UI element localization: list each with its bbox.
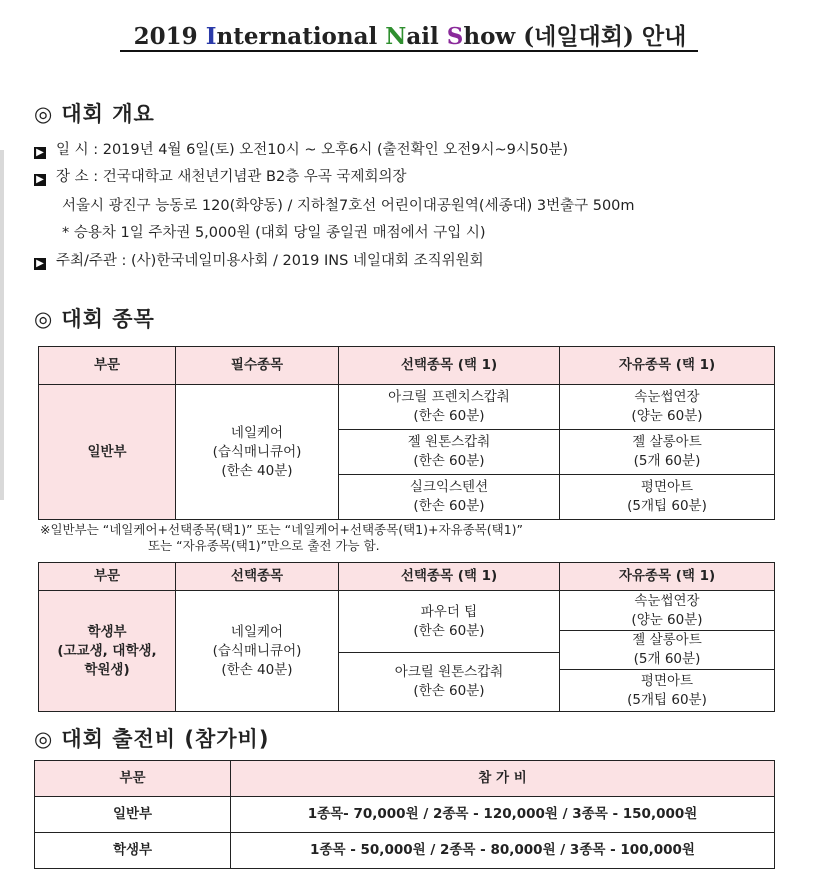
division-name: 학생부 — [87, 623, 127, 640]
title-suffix: (네일대회) 안내 — [523, 23, 687, 50]
arrow-bullet-icon: ▶ — [34, 174, 46, 186]
overview-venue-text: 장 소 : 건국대학교 새천년기념관 B2층 우곡 국제회의장 — [56, 169, 407, 185]
event-time: (5개 60분) — [633, 651, 701, 667]
general-division-table — [38, 346, 775, 520]
note-line: ※일반부는 “네일케어+선택종목(택1)” 또는 “네일케어+선택종목(택1)+자유종목(택1)” — [40, 522, 524, 537]
event-time: (한손 60분) — [413, 498, 485, 514]
note-line: 또는 “자유종목(택1)”만으로 출전 가능 함. — [148, 538, 380, 553]
student-division-table — [38, 562, 775, 712]
header-cell: 선택종목 (택 1) — [339, 347, 560, 385]
event-time: (한손 40분) — [221, 661, 293, 678]
section-title: 대회 출전비 (참가비) — [61, 727, 270, 751]
header-cell: 부문 — [35, 761, 231, 797]
circle-mark-icon: ◎ — [34, 727, 54, 751]
select-event-cell — [339, 653, 560, 712]
event-time: (양눈 60분) — [631, 408, 703, 424]
event-time: (한손 60분) — [413, 408, 485, 424]
event-time: (5개팁 60분) — [627, 498, 707, 514]
fee-amount-cell: 1종목 - 50,000원 / 2종목 - 80,000원 / 3종목 - 100,000원 — [231, 833, 775, 869]
event-name: 파우더 팁 — [420, 603, 478, 620]
section-heading-overview — [34, 98, 155, 128]
title-word-show: how — [463, 23, 516, 50]
circle-mark-icon: ◎ — [34, 307, 54, 331]
header-cell: 자유종목 (택 1) — [560, 347, 775, 385]
arrow-bullet-icon: ▶ — [34, 147, 46, 159]
select-event-cell — [339, 475, 560, 520]
event-time: (한손 40분) — [221, 462, 293, 479]
fee-division-cell: 학생부 — [35, 833, 231, 869]
required-event-cell — [176, 385, 339, 520]
overview-parking: * 승용차 1일 주차권 5,000원 (대회 당일 종일권 매점에서 구입 시) — [62, 225, 486, 241]
fee-table — [34, 760, 775, 869]
free-event-cell — [560, 670, 775, 712]
division-detail: 학원생) — [84, 661, 130, 678]
select-event-cell — [339, 591, 560, 653]
event-time: (한손 60분) — [413, 622, 485, 639]
event-name: 젤 원톤스캅춰 — [407, 434, 491, 450]
event-name: 평면아트 — [640, 672, 694, 689]
overview-host-text: 주최/주관 : (사)한국네일미용사회 / 2019 INS 네일대회 조직위원회 — [56, 253, 484, 269]
event-name: 속눈썹연장 — [634, 389, 700, 405]
title-initial-n: N — [385, 23, 407, 50]
event-name: 젤 살롱아트 — [632, 434, 702, 450]
section-title: 대회 개요 — [61, 102, 155, 126]
event-name: 속눈썹연장 — [634, 592, 700, 609]
event-name: 아크릴 원톤스캅춰 — [394, 664, 504, 680]
section-title: 대회 종목 — [61, 307, 155, 331]
free-event-cell — [560, 631, 775, 670]
select-event-cell — [339, 430, 560, 475]
header-cell: 자유종목 (택 1) — [560, 563, 775, 591]
title-initial-s: S — [446, 23, 464, 50]
select-event-cell — [339, 385, 560, 430]
section-heading-events — [34, 303, 155, 333]
free-event-cell — [560, 430, 775, 475]
overview-date-text: 일 시 : 2019년 4월 6일(토) 오전10시 ~ 오후6시 (출전확인 오전9시~9시50분) — [56, 142, 568, 158]
event-detail: (습식매니큐어) — [212, 443, 302, 460]
event-name: 아크릴 프렌치스캅춰 — [388, 389, 510, 405]
circle-mark-icon: ◎ — [34, 102, 54, 126]
free-event-cell — [560, 591, 775, 631]
event-name: 젤 살롱아트 — [632, 632, 702, 648]
header-cell: 부문 — [39, 347, 176, 385]
overview-address: 서울시 광진구 능동로 120(화양동) / 지하철7호선 어린이대공원역(세종대) 3번출구 500m — [62, 198, 635, 214]
required-event-cell — [176, 591, 339, 712]
header-cell: 부문 — [39, 563, 176, 591]
division-cell — [39, 591, 176, 712]
event-detail: (습식매니큐어) — [212, 642, 302, 659]
event-time: (양눈 60분) — [631, 611, 703, 628]
fee-amount-cell: 1종목- 70,000원 / 2종목 - 120,000원 / 3종목 - 150,000원 — [231, 797, 775, 833]
header-cell: 필수종목 — [176, 347, 339, 385]
event-name: 평면아트 — [640, 479, 694, 495]
title-word-international: nternational — [216, 23, 378, 50]
fee-division-cell: 일반부 — [35, 797, 231, 833]
section-heading-fee — [34, 723, 269, 753]
title-year: 2019 — [133, 23, 198, 50]
event-time: (한손 60분) — [413, 683, 485, 699]
event-name: 네일케어 — [230, 424, 284, 441]
overview-date — [34, 138, 568, 159]
header-cell: 참 가 비 — [231, 761, 775, 797]
overview-venue — [34, 165, 406, 186]
scroll-handle[interactable] — [0, 150, 4, 500]
event-time: (5개 60분) — [633, 453, 701, 469]
page-title — [0, 18, 820, 51]
general-division-note — [40, 522, 523, 554]
title-initial-i: I — [205, 23, 217, 50]
title-word-nail: ail — [406, 23, 439, 50]
division-cell: 일반부 — [39, 385, 176, 520]
division-detail: (고교생, 대학생, — [57, 642, 157, 659]
title-underline — [120, 50, 698, 52]
event-name: 네일케어 — [230, 623, 284, 640]
header-cell: 선택종목 (택 1) — [339, 563, 560, 591]
header-cell: 선택종목 — [176, 563, 339, 591]
event-name: 실크익스텐션 — [409, 479, 489, 495]
free-event-cell — [560, 475, 775, 520]
event-time: (한손 60분) — [413, 453, 485, 469]
overview-host — [34, 249, 484, 270]
arrow-bullet-icon: ▶ — [34, 258, 46, 270]
free-event-cell — [560, 385, 775, 430]
event-time: (5개팁 60분) — [627, 691, 707, 708]
